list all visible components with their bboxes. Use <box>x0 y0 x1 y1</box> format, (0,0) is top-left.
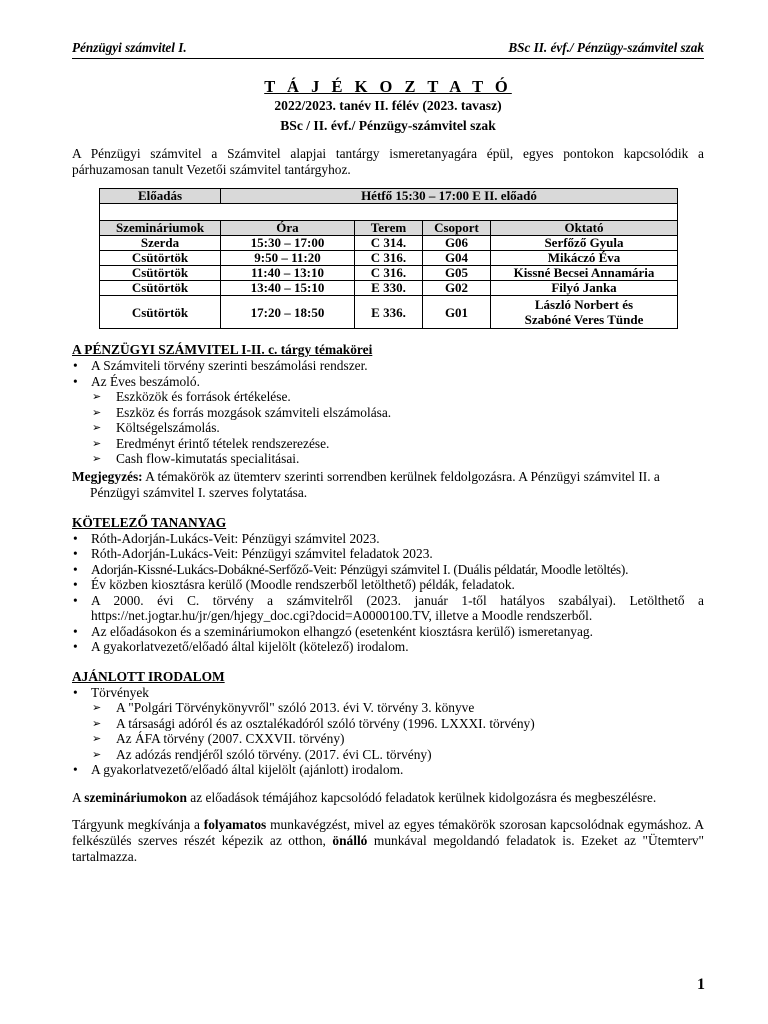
cell-teacher: Serfőző Gyula <box>491 236 678 251</box>
note-paragraph <box>72 469 704 501</box>
list-item: • Év közben kiosztásra kerülő (Moodle rendszerből letölthető) példák, feladatok. <box>72 577 704 593</box>
list-item: • Róth-Adorján-Lukács-Veit: Pénzügyi számvitel 2023. <box>72 531 704 547</box>
cell-time: 13:40 – 15:10 <box>221 281 355 296</box>
topics-heading: A PÉNZÜGYI SZÁMVITEL I-II. c. tárgy témakörei <box>72 342 373 357</box>
note-text: A témakörök az ütemterv szerinti sorrendben kerülnek feldolgozásra. A Pénzügyi számvitel II. a <box>145 468 660 484</box>
cell-day: Szerda <box>100 236 221 251</box>
required-list <box>72 531 704 655</box>
cell-room: C 314. <box>355 236 423 251</box>
list-item: • Adorján-Kissné-Lukács-Dobákné-Serfőző-Veit: Pénzügyi számvitel I. (Duális példatár, Moodle letöltés). <box>72 562 704 578</box>
lecture-value: Hétfő 15:30 – 17:00 E II. előadó <box>221 189 678 204</box>
emphasis: szemináriumokon <box>84 789 187 805</box>
document-page <box>72 40 704 865</box>
recommended-list <box>72 685 704 778</box>
seminar-paragraph: A szemináriumokon az előadások témájához kapcsolódó feladatok kerülnek kidolgozásra és megbeszélésre. <box>72 789 657 805</box>
sub-list-item: ➢ Eredményt érintő tételek rendszerezése. <box>72 436 704 452</box>
cell-time: 17:20 – 18:50 <box>221 296 355 329</box>
cell-teacher <box>491 296 678 329</box>
workload-paragraph: Tárgyunk megkívánja a folyamatos munkavégzést, mivel az egyes témakörök szorosan kapcsolódnak egymáshoz. A felkészülés szerves részét képezik az otthon, önálló munkával megoldandó feladatok is. Ezeket az "Ütemterv" tartalmazza. <box>72 816 704 864</box>
intro-paragraph: A Pénzügyi számvitel a Számvitel alapjai tantárgy ismeretanyagára épül, egyes pontokon kapcsolódik a párhuzamosan tanult Vezetői számvitel tantárgyhoz. <box>72 146 704 177</box>
list-item: • Róth-Adorján-Lukács-Veit: Pénzügyi számvitel feladatok 2023. <box>72 546 704 562</box>
required-heading: KÖTELEZŐ TANANYAG <box>72 514 227 530</box>
sub-list-item: ➢ A "Polgári Törvénykönyvről" szóló 2013. évi V. törvény 3. könyve <box>72 700 704 716</box>
table-header-row <box>100 221 678 236</box>
lecture-row <box>100 189 678 204</box>
note-label: Megjegyzés: <box>72 468 143 484</box>
cell-room: E 336. <box>355 296 423 329</box>
schedule-table <box>99 188 678 329</box>
cell-group: G04 <box>423 251 491 266</box>
cell-time: 11:40 – 13:10 <box>221 266 355 281</box>
cell-group: G02 <box>423 281 491 296</box>
cell-day: Csütörtök <box>100 266 221 281</box>
topics-list <box>72 358 704 467</box>
teacher-line: László Norbert és <box>534 297 634 312</box>
header-program: BSc II. évf./ Pénzügy-számvitel szak <box>508 40 704 55</box>
cell-room: C 316. <box>355 266 423 281</box>
cell-time: 9:50 – 11:20 <box>221 251 355 266</box>
sub-list-item: ➢ Az adózás rendjéről szóló törvény. (2017. évi CL. törvény) <box>72 747 704 763</box>
header-course: Pénzügyi számvitel I. <box>72 40 187 55</box>
emphasis: folyamatos <box>203 816 267 832</box>
cell-group: G01 <box>423 296 491 329</box>
program-subtitle: BSc / II. évf./ Pénzügy-számvitel szak <box>280 118 496 133</box>
table-row <box>100 251 678 266</box>
sub-list-item: ➢ Költségelszámolás. <box>72 420 704 436</box>
sub-list-item: ➢ A társasági adóról és az osztalékadóról szóló törvény (1996. LXXXI. törvény) <box>72 716 704 732</box>
sub-list-item: ➢ Eszközök és források értékelése. <box>72 389 704 405</box>
list-item: • Az Éves beszámoló. <box>72 374 704 390</box>
teacher-line: Szabóné Veres Tünde <box>524 312 644 327</box>
note-text-continued: Pénzügyi számvitel I. szerves folytatása. <box>90 484 308 500</box>
lecture-label: Előadás <box>100 189 221 204</box>
list-item: • A gyakorlatvezető/előadó által kijelölt (ajánlott) irodalom. <box>72 762 704 778</box>
list-item: • A 2000. évi C. törvény a számvitelről (2023. január 1-től hatályos szabályai). Letölthető a https://net.jogtar.hu/jr/gen/hjegy_doc.cgi?docid=A0000100.TV, illetve a Moodle rendszerből. <box>72 593 704 624</box>
column-header: Óra <box>221 221 355 236</box>
cell-room: E 330. <box>355 281 423 296</box>
sub-list-item: ➢ Eszköz és forrás mozgások számviteli elszámolása. <box>72 405 704 421</box>
table-row <box>100 266 678 281</box>
cell-group: G06 <box>423 236 491 251</box>
cell-teacher: Mikáczó Éva <box>491 251 678 266</box>
column-header: Terem <box>355 221 423 236</box>
cell-room: C 316. <box>355 251 423 266</box>
cell-day: Csütörtök <box>100 251 221 266</box>
cell-day: Csütörtök <box>100 296 221 329</box>
term-subtitle: 2022/2023. tanév II. félév (2023. tavasz) <box>274 98 502 113</box>
list-item: • Az előadásokon és a szemináriumokon elhangzó (esetenként kiosztásra kerülő) ismeretanyag. <box>72 624 704 640</box>
cell-group: G05 <box>423 266 491 281</box>
cell-teacher: Filyó Janka <box>491 281 678 296</box>
spacer-row <box>100 204 678 221</box>
document-title: T Á J É K O Z T A T Ó <box>264 77 512 96</box>
emphasis: önálló <box>332 832 368 848</box>
cell-teacher: Kissné Becsei Annamária <box>491 266 678 281</box>
table-row <box>100 236 678 251</box>
list-item: • A gyakorlatvezető/előadó által kijelölt (kötelező) irodalom. <box>72 639 704 655</box>
sub-list-item: ➢ Az ÁFA törvény (2007. CXXVII. törvény) <box>72 731 704 747</box>
list-item: • Törvények <box>72 685 704 701</box>
table-row <box>100 281 678 296</box>
running-header <box>72 40 704 59</box>
table-row <box>100 296 678 329</box>
list-item: • A Számviteli törvény szerinti beszámolási rendszer. <box>72 358 704 374</box>
recommended-heading: AJÁNLOTT IRODALOM <box>72 668 225 684</box>
page-number: 1 <box>697 976 705 993</box>
sub-list-item: ➢ Cash flow-kimutatás specialitásai. <box>72 451 704 467</box>
column-header: Csoport <box>423 221 491 236</box>
column-header: Szemináriumok <box>100 221 221 236</box>
column-header: Oktató <box>491 221 678 236</box>
cell-day: Csütörtök <box>100 281 221 296</box>
cell-time: 15:30 – 17:00 <box>221 236 355 251</box>
